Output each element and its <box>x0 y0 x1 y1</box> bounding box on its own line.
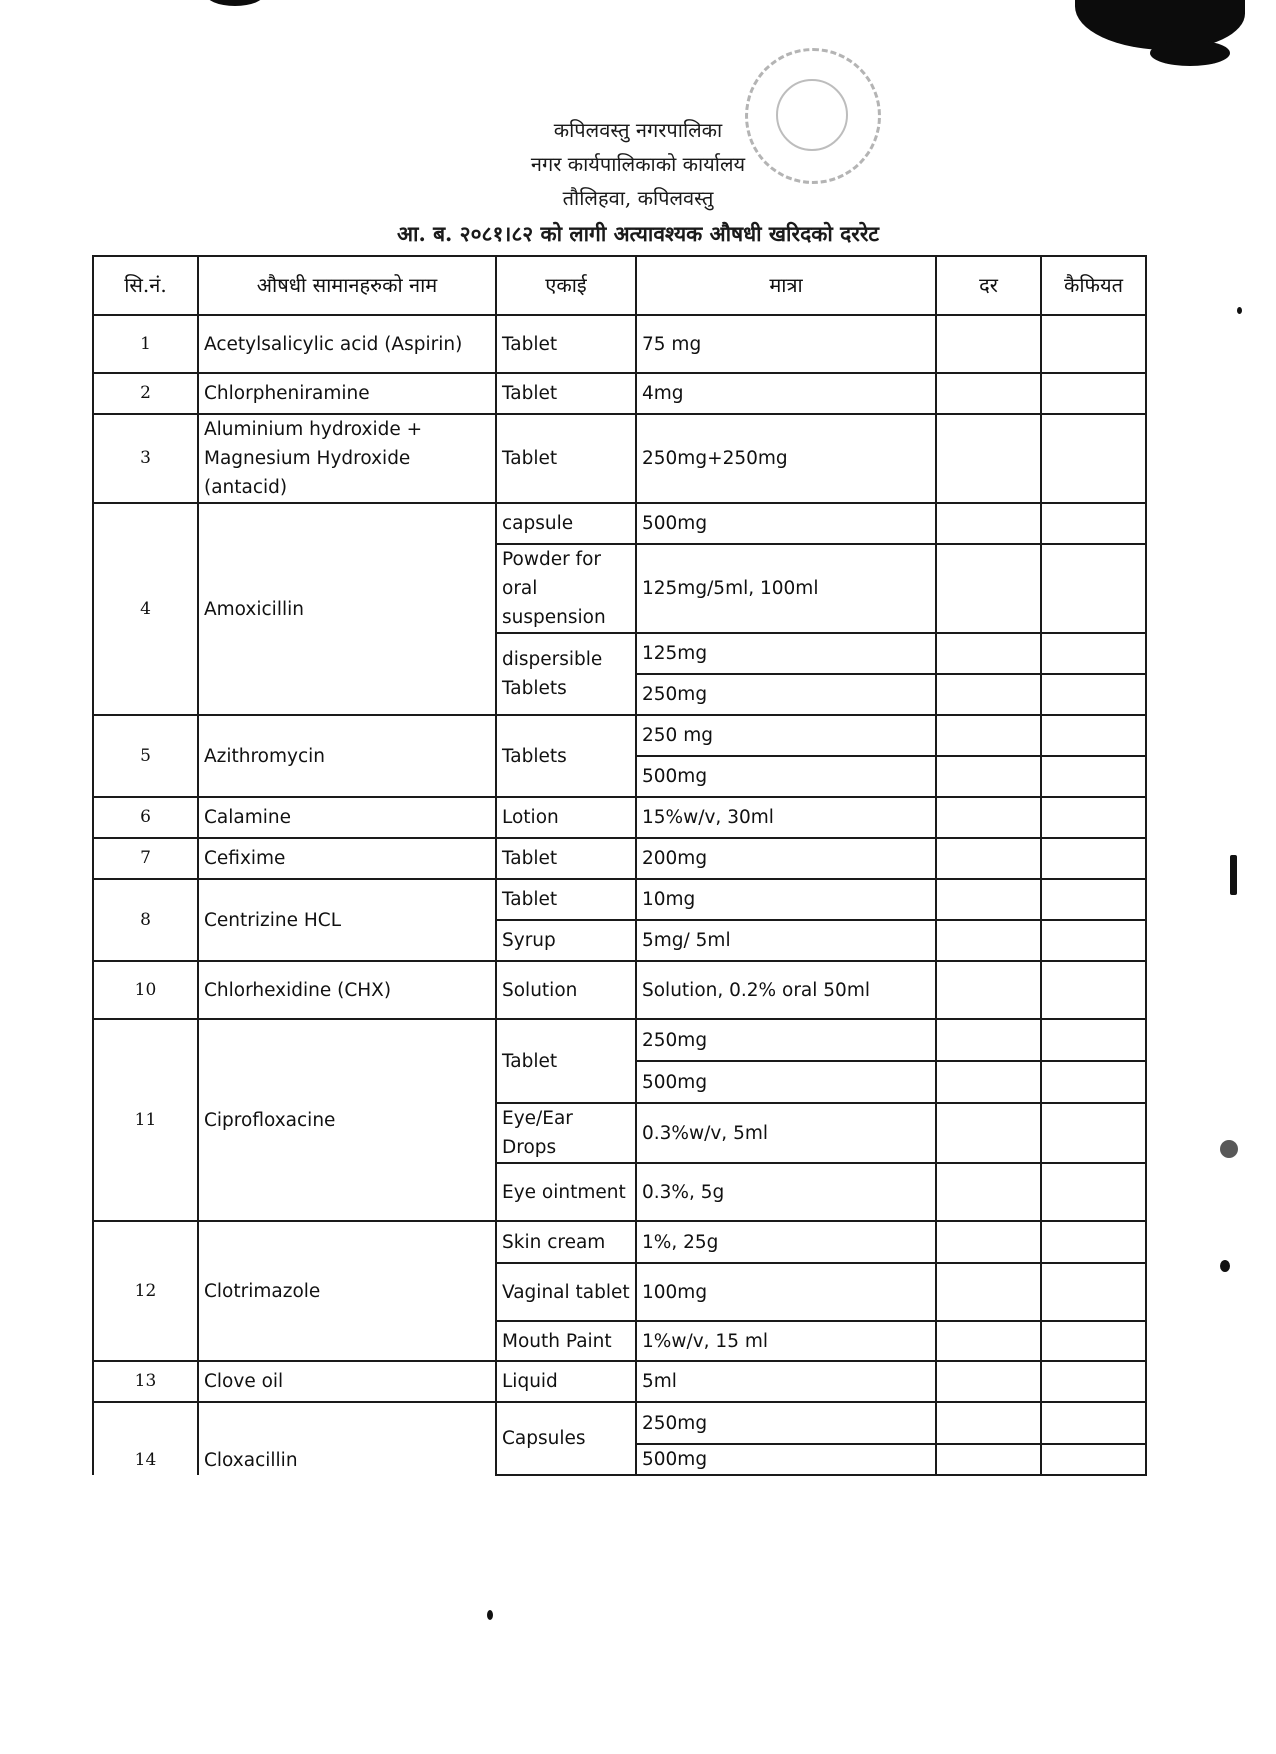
scan-smudge <box>1075 0 1245 50</box>
quantity-cell: Solution, 0.2% oral 50ml <box>636 961 936 1019</box>
serial-number: 12 <box>93 1221 198 1361</box>
rate-cell <box>936 1221 1041 1263</box>
rate-cell <box>936 838 1041 879</box>
remarks-cell <box>1041 879 1146 920</box>
remarks-cell <box>1041 1163 1146 1221</box>
medicine-name: Calamine <box>198 797 496 838</box>
remarks-cell <box>1041 633 1146 674</box>
document-title: आ. ब. २०८१।८२ को लागी अत्यावश्यक औषधी खरिदको दररेट <box>396 221 880 246</box>
quantity-cell: 125mg/5ml, 100ml <box>636 544 936 633</box>
unit-cell: Lotion <box>496 797 636 838</box>
col-header-sn: सि.नं. <box>93 256 198 315</box>
serial-number: 14 <box>93 1402 198 1475</box>
table-row <box>93 797 1146 838</box>
rate-cell <box>936 1263 1041 1321</box>
quantity-cell: 250mg <box>636 674 936 715</box>
rate-cell <box>936 633 1041 674</box>
scan-smudge <box>205 0 265 6</box>
unit-cell: Tablet <box>496 838 636 879</box>
medicine-name: Cefixime <box>198 838 496 879</box>
remarks-cell <box>1041 503 1146 544</box>
rate-cell <box>936 1163 1041 1221</box>
quantity-cell: 500mg <box>636 503 936 544</box>
rate-cell <box>936 1321 1041 1361</box>
medicine-name: Acetylsalicylic acid (Aspirin) <box>198 315 496 373</box>
rate-cell <box>936 414 1041 503</box>
table-row <box>93 503 1146 544</box>
remarks-cell <box>1041 1103 1146 1163</box>
rate-cell <box>936 1361 1041 1402</box>
unit-cell: capsule <box>496 503 636 544</box>
table-row <box>93 1221 1146 1263</box>
unit-cell: Skin cream <box>496 1221 636 1263</box>
scan-speck <box>1220 1140 1238 1158</box>
rate-cell <box>936 961 1041 1019</box>
remarks-cell <box>1041 414 1146 503</box>
table-row <box>93 1361 1146 1402</box>
quantity-cell: 250mg <box>636 1402 936 1444</box>
unit-cell: Tablet <box>496 1019 636 1103</box>
remarks-cell <box>1041 1321 1146 1361</box>
unit-cell: Tablet <box>496 373 636 414</box>
unit-cell: Tablet <box>496 414 636 503</box>
office-address: तौलिहवा, कपिलवस्तु <box>562 186 714 210</box>
unit-cell: Tablet <box>496 315 636 373</box>
serial-number: 6 <box>93 797 198 838</box>
remarks-cell <box>1041 1361 1146 1402</box>
remarks-cell <box>1041 797 1146 838</box>
medicine-name: Chlorpheniramine <box>198 373 496 414</box>
remarks-cell <box>1041 920 1146 961</box>
rate-cell <box>936 920 1041 961</box>
col-header-unit: एकाई <box>496 256 636 315</box>
quantity-cell: 1%w/v, 15 ml <box>636 1321 936 1361</box>
medicine-name: Centrizine HCL <box>198 879 496 961</box>
rate-cell <box>936 797 1041 838</box>
quantity-cell: 1%, 25g <box>636 1221 936 1263</box>
serial-number: 7 <box>93 838 198 879</box>
medicine-name: Azithromycin <box>198 715 496 797</box>
quantity-cell: 5mg/ 5ml <box>636 920 936 961</box>
quantity-cell: 75 mg <box>636 315 936 373</box>
remarks-cell <box>1041 756 1146 797</box>
quantity-cell: 10mg <box>636 879 936 920</box>
table-row <box>93 715 1146 756</box>
serial-number: 13 <box>93 1361 198 1402</box>
rate-cell <box>936 1103 1041 1163</box>
rate-cell <box>936 715 1041 756</box>
remarks-cell <box>1041 1444 1146 1475</box>
remarks-cell <box>1041 1263 1146 1321</box>
serial-number: 5 <box>93 715 198 797</box>
col-header-remarks: कैफियत <box>1041 256 1146 315</box>
table-row <box>93 315 1146 373</box>
unit-cell: Eye/Ear Drops <box>496 1103 636 1163</box>
serial-number: 8 <box>93 879 198 961</box>
remarks-cell <box>1041 315 1146 373</box>
rate-cell <box>936 756 1041 797</box>
unit-cell: Syrup <box>496 920 636 961</box>
serial-number: 10 <box>93 961 198 1019</box>
serial-number: 3 <box>93 414 198 503</box>
office-name: कपिलवस्तु नगरपालिका <box>553 118 723 142</box>
unit-cell: Vaginal tablet <box>496 1263 636 1321</box>
quantity-cell: 250mg <box>636 1019 936 1061</box>
rate-cell <box>936 1402 1041 1444</box>
quantity-cell: 500mg <box>636 756 936 797</box>
medicine-name: Ciprofloxacine <box>198 1019 496 1221</box>
scan-smudge <box>1150 40 1230 66</box>
rate-cell <box>936 1061 1041 1103</box>
serial-number: 11 <box>93 1019 198 1221</box>
quantity-cell: 125mg <box>636 633 936 674</box>
unit-cell: Liquid <box>496 1361 636 1402</box>
remarks-cell <box>1041 838 1146 879</box>
table-row <box>93 373 1146 414</box>
col-header-name: औषधी सामानहरुको नाम <box>198 256 496 315</box>
quantity-cell: 500mg <box>636 1444 936 1475</box>
scan-speck <box>1220 1260 1230 1272</box>
col-header-quantity: मात्रा <box>636 256 936 315</box>
scan-speck <box>487 1610 493 1620</box>
scan-speck <box>1230 855 1237 895</box>
quantity-cell: 0.3%, 5g <box>636 1163 936 1221</box>
table-row <box>93 1019 1146 1061</box>
medicine-rate-table <box>92 255 1147 1476</box>
quantity-cell: 200mg <box>636 838 936 879</box>
remarks-cell <box>1041 1221 1146 1263</box>
medicine-name: Amoxicillin <box>198 503 496 715</box>
office-subtitle: नगर कार्यपालिकाको कार्यालय <box>530 152 746 176</box>
rate-cell <box>936 674 1041 715</box>
remarks-cell <box>1041 544 1146 633</box>
medicine-name: Aluminium hydroxide + Magnesium Hydroxide (antacid) <box>198 414 496 503</box>
quantity-cell: 250 mg <box>636 715 936 756</box>
remarks-cell <box>1041 1061 1146 1103</box>
unit-cell: Solution <box>496 961 636 1019</box>
rate-cell <box>936 1444 1041 1475</box>
quantity-cell: 4mg <box>636 373 936 414</box>
medicine-name: Cloxacillin <box>198 1402 496 1475</box>
serial-number: 1 <box>93 315 198 373</box>
rate-cell <box>936 544 1041 633</box>
table-header-row <box>93 256 1146 315</box>
table-row <box>93 1402 1146 1444</box>
table-row <box>93 879 1146 920</box>
remarks-cell <box>1041 961 1146 1019</box>
rate-cell <box>936 315 1041 373</box>
quantity-cell: 250mg+250mg <box>636 414 936 503</box>
rate-cell <box>936 1019 1041 1061</box>
rate-cell <box>936 373 1041 414</box>
rate-cell <box>936 879 1041 920</box>
remarks-cell <box>1041 1019 1146 1061</box>
medicine-name: Clove oil <box>198 1361 496 1402</box>
quantity-cell: 100mg <box>636 1263 936 1321</box>
table-row <box>93 961 1146 1019</box>
serial-number: 2 <box>93 373 198 414</box>
unit-cell: Tablet <box>496 879 636 920</box>
unit-cell: Capsules <box>496 1402 636 1475</box>
table-row <box>93 838 1146 879</box>
medicine-name: Chlorhexidine (CHX) <box>198 961 496 1019</box>
unit-cell: Powder for oral suspension <box>496 544 636 633</box>
table-row <box>93 414 1146 503</box>
col-header-rate: दर <box>936 256 1041 315</box>
serial-number: 4 <box>93 503 198 715</box>
remarks-cell <box>1041 715 1146 756</box>
unit-cell: Tablets <box>496 715 636 797</box>
unit-cell: Eye ointment <box>496 1163 636 1221</box>
remarks-cell <box>1041 373 1146 414</box>
rate-cell <box>936 503 1041 544</box>
unit-cell: dispersible Tablets <box>496 633 636 715</box>
unit-cell: Mouth Paint <box>496 1321 636 1361</box>
quantity-cell: 500mg <box>636 1061 936 1103</box>
remarks-cell <box>1041 1402 1146 1444</box>
quantity-cell: 15%w/v, 30ml <box>636 797 936 838</box>
remarks-cell <box>1041 674 1146 715</box>
quantity-cell: 0.3%w/v, 5ml <box>636 1103 936 1163</box>
quantity-cell: 5ml <box>636 1361 936 1402</box>
medicine-name: Clotrimazole <box>198 1221 496 1361</box>
scan-speck <box>1237 307 1242 314</box>
